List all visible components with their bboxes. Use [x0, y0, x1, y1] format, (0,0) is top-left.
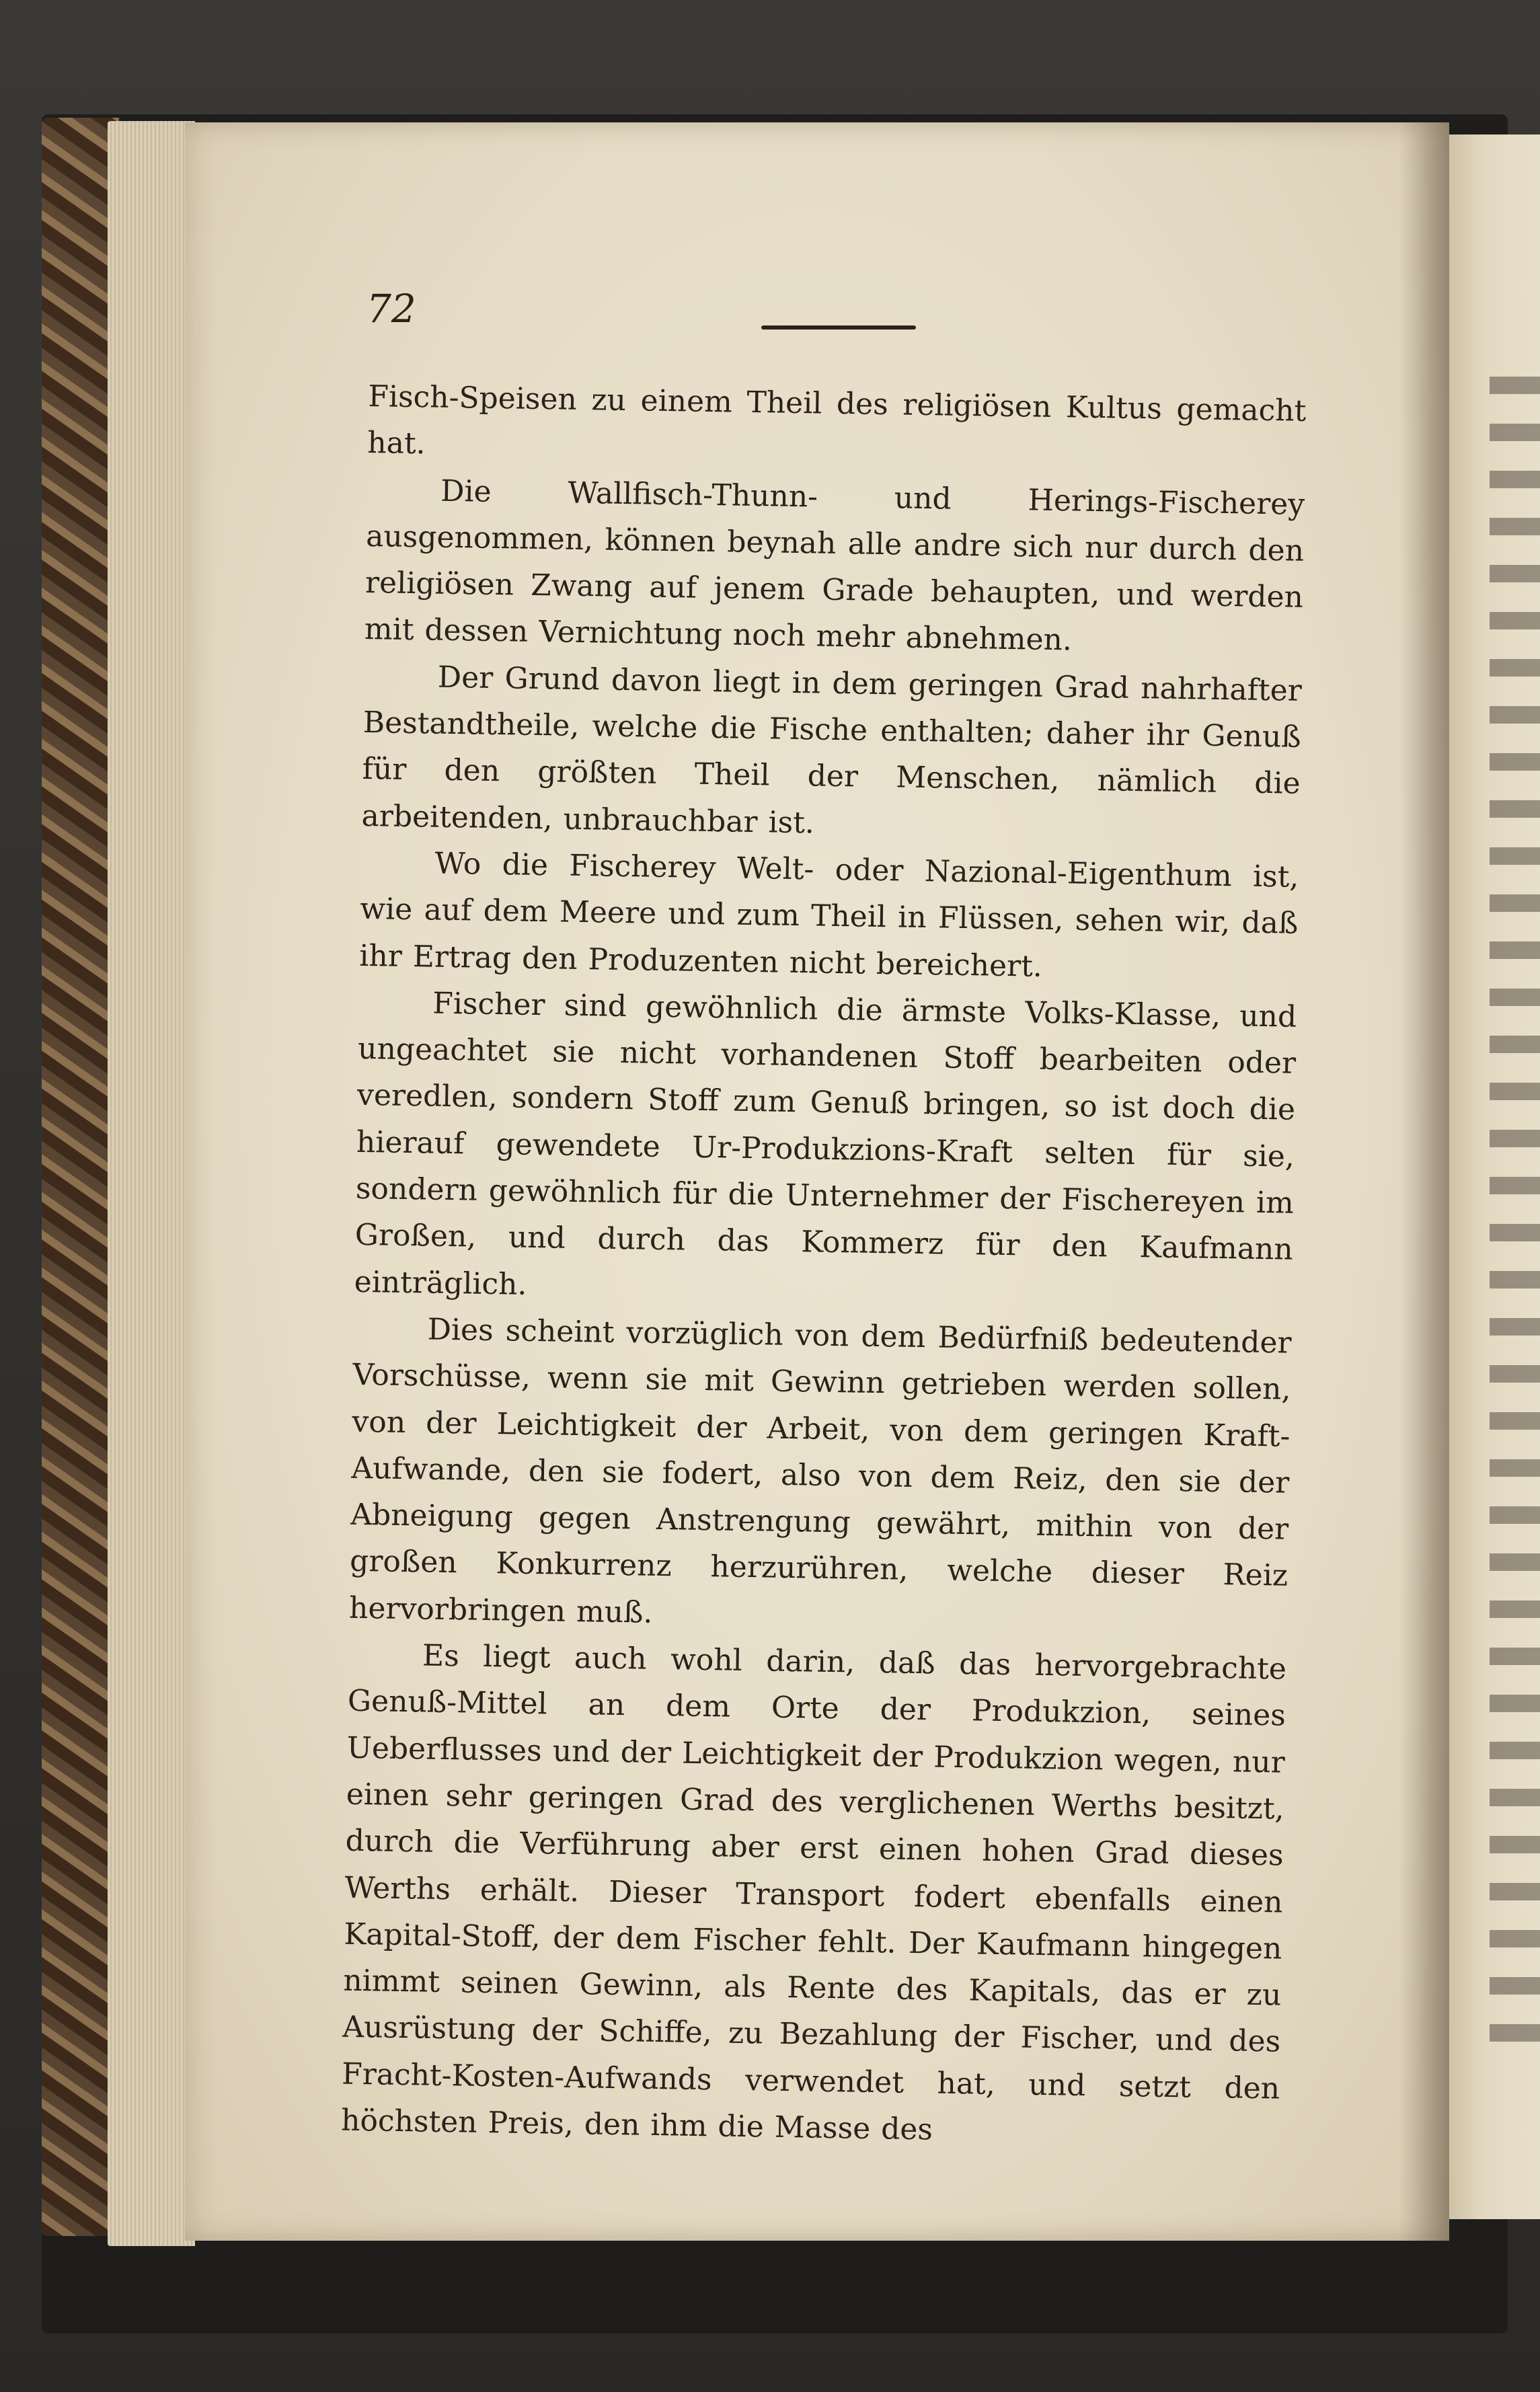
- paragraph-5: Fischer sind gewöhnlich die ärmste Volks-Klasse, und ungeachtet sie nicht vorhandenen Stoff bearbeiten oder veredlen, sondern Stoff zum Genuß bringen, so ist doch die hierauf gewendete Ur-Produkzions-Kraft selten für sie, sondern gewöhnlich für die Unternehmer der Fischereyen im Großen, und durch das Kommerz für den Kaufmann einträglich.: [354, 986, 1297, 1302]
- page-number: 72: [367, 286, 416, 332]
- paragraph-6: Dies scheint vorzüglich von dem Bedürfniß bedeutender Vorschüsse, wenn sie mit Gewinn getrieben werden sollen, von der Leichtigkeit der Arbeit, von dem geringen Kraft-Aufwande, den sie fodert, also von dem Reiz, den sie der Abneigung gegen Anstrengung gewährt, mithin von der großen Konkurrenz herzurühren, welche dieser Reiz hervorbringen muß.: [348, 1312, 1292, 1630]
- header-rule: [761, 325, 916, 330]
- paragraph-1: Fisch-Speisen zu einem Theil des religiösen Kultus gemacht hat.: [367, 379, 1307, 461]
- paragraph-4: Wo die Fischerey Welt- oder Nazional-Eigenthum ist, wie auf dem Meere und zum Theil in Flüssen, sehen wir, daß ihr Ertrag den Produzenten nicht bereichert.: [358, 846, 1299, 984]
- page-edges: [108, 121, 195, 2246]
- page-body-text: [341, 373, 1307, 2159]
- paragraph-3: Der Grund davon liegt in dem geringen Grad nahrhafter Bestandtheile, welche die Fische enthalten; daher ihr Genuß für den größten Theil der Menschen, nämlich die arbeitenden, unbrauchbar ist.: [361, 660, 1303, 841]
- facing-page-text-fragments: [1490, 377, 1540, 2058]
- paragraph-7: Es liegt auch wohl darin, daß das hervorgebrachte Genuß-Mittel an dem Orte der Produkzion, seines Ueberflusses und der Leichtigkeit der Produkzion wegen, nur einen sehr geringen Grad des verglichenen Werths besitzt, durch die Verführung aber erst einen hohen Grad dieses Werths erhält. Dieser Transport fodert ebenfalls einen Kapital-Stoff, der dem Fischer fehlt. Der Kaufmann hingegen nimmt seinen Gewinn, als Rente des Kapitals, das er zu Ausrüstung der Schiffe, zu Bezahlung der Fischer, und des Fracht-Kosten-Aufwands verwendet hat, und setzt den höchsten Preis, den ihm die Masse des: [340, 1638, 1287, 2147]
- gutter-shadow: [1399, 122, 1449, 2241]
- paragraph-2: Die Wallfisch-Thunn- und Herings-Fischerey ausgenommen, können beynah alle andre sich nur durch den religiösen Zwang auf jenem Grade behaupten, und werden mit dessen Vernichtung noch mehr abnehmen.: [364, 473, 1305, 658]
